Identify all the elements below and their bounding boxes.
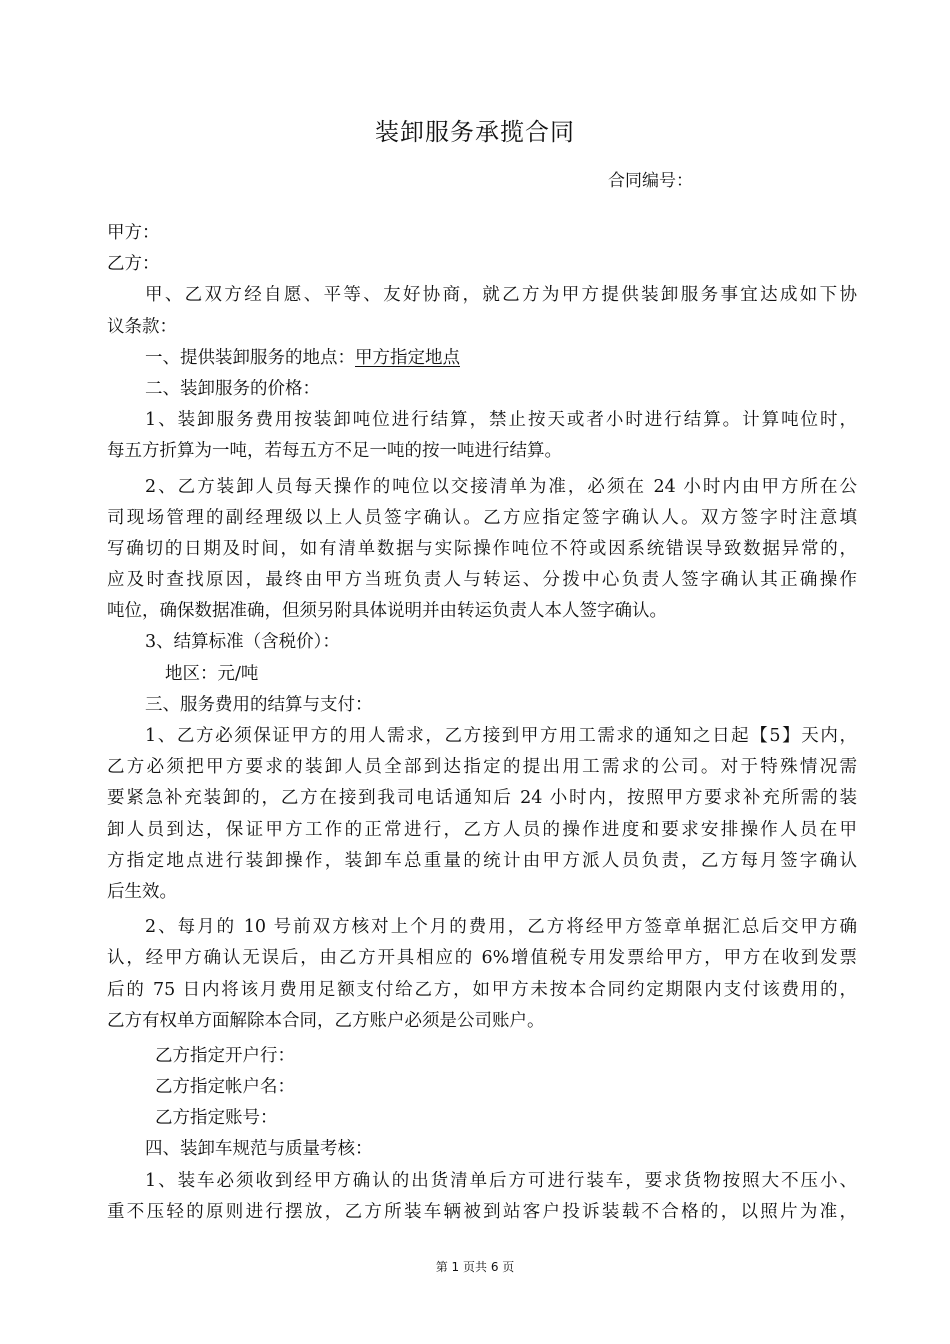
section-3-heading: 三、服务费用的结算与支付：	[145, 694, 373, 715]
section-2-heading: 二、装卸服务的价格：	[145, 378, 320, 399]
intro-line: 议条款：	[107, 316, 177, 337]
paragraph-line: 1、装车必须收到经甲方确认的出货清单后方可进行装车，要求货物按照大不压小、	[145, 1170, 857, 1191]
section-4-heading: 四、装卸车规范与质量考核：	[145, 1139, 373, 1160]
settlement-standard: 3、结算标准（含税价）：	[145, 632, 340, 653]
paragraph-line: 要紧急补充装卸的，乙方在接到我司电话通知后 24 小时内，按照甲方要求补充所需的装	[107, 788, 857, 809]
account-number-field: 乙方指定账号：	[155, 1108, 278, 1129]
paragraph-line: 2、乙方装卸人员每天操作的吨位以交接清单为准，必须在 24 小时内由甲方所在公	[145, 476, 857, 497]
paragraph-line: 1、装卸服务费用按装卸吨位进行结算，禁止按天或者小时进行结算。计算吨位时，	[145, 410, 857, 431]
section-1-label: 一、提供装卸服务的地点：	[145, 347, 355, 368]
paragraph-line: 认，经甲方确认无误后，由乙方开具相应的 6%增值税专用发票给甲方，甲方在收到发票	[107, 948, 857, 969]
section-1	[107, 343, 857, 374]
intro-line: 甲、乙双方经自愿、平等、友好协商，就乙方为甲方提供装卸服务事宜达成如下协	[145, 285, 857, 306]
paragraph-line: 2、每月的 10 号前双方核对上个月的费用，乙方将经甲方签章单据汇总后交甲方确	[145, 917, 857, 938]
paragraph-line: 重不压轻的原则进行摆放，乙方所装车辆被到站客户投诉装载不合格的，以照片为准，	[107, 1201, 857, 1222]
contract-number-label: 合同编号：	[608, 171, 693, 191]
paragraph-line: 乙方有权单方面解除本合同，乙方账户必须是公司账户。	[107, 1010, 545, 1031]
paragraph-line: 方指定地点进行装卸操作，装卸车总重量的统计由甲方派人员负责，乙方每月签字确认	[107, 850, 857, 871]
section-1-location: 甲方指定地点	[355, 347, 460, 368]
paragraph-line: 乙方必须把甲方要求的装卸人员全部到达指定的提出用工需求的公司。对于特殊情况需	[107, 757, 857, 778]
region-rate: 地区：元/吨	[165, 663, 259, 684]
party-a-label: 甲方：	[107, 223, 160, 243]
party-b-label: 乙方：	[107, 254, 160, 275]
paragraph-line: 每五方折算为一吨，若每五方不足一吨的按一吨进行结算。	[107, 441, 562, 462]
paragraph-line: 1、乙方必须保证甲方的用人需求，乙方接到甲方用工需求的通知之日起【5】天内，	[145, 726, 857, 746]
paragraph-line: 卸人员到达，保证甲方工作的正常进行，乙方人员的操作进度和要求安排操作人员在甲	[107, 819, 857, 840]
paragraph-line: 写确切的日期及时间，如有清单数据与实际操作吨位不符或因系统错误导致数据异常的，	[107, 538, 857, 559]
paragraph-line: 吨位，确保数据准确，但须另附具体说明并由转运负责人本人签字确认。	[107, 601, 667, 622]
account-name-field: 乙方指定帐户名：	[155, 1077, 295, 1098]
page-footer: 第 1 页共 6 页	[435, 1260, 515, 1274]
paragraph-line: 司现场管理的副经理级以上人员签字确认。乙方应指定签字确认人。双方签字时注意填	[107, 507, 857, 528]
paragraph-line: 后生效。	[107, 881, 177, 902]
bank-name-field: 乙方指定开户行：	[155, 1045, 295, 1066]
paragraph-line: 应及时查找原因，最终由甲方当班负责人与转运、分拨中心负责人签字确认其正确操作	[107, 570, 857, 591]
contract-body	[107, 218, 857, 1228]
paragraph-line: 后的 75 日内将该月费用足额支付给乙方，如甲方未按本合同约定期限内支付该费用的，	[107, 979, 857, 1000]
document-title: 装卸服务承揽合同	[375, 118, 575, 146]
